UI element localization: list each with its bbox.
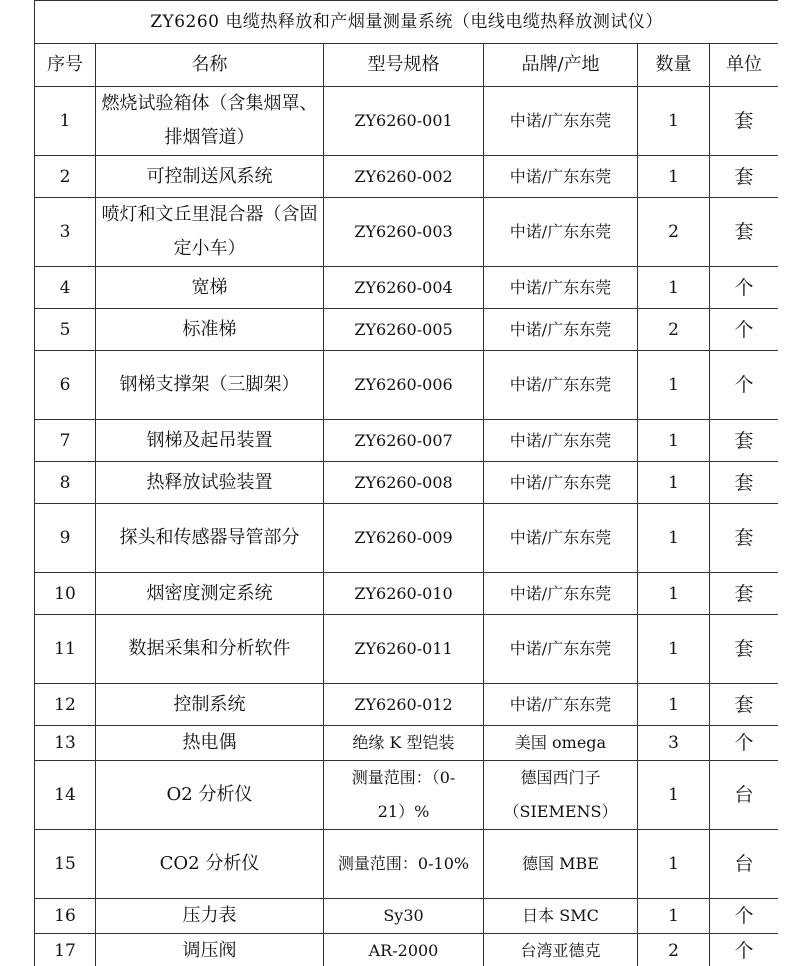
cell-brand: 中诺/广东东莞	[484, 351, 638, 420]
cell-unit: 个	[710, 309, 779, 351]
cell-name: 压力表	[96, 899, 324, 934]
cell-no: 10	[35, 573, 96, 615]
cell-qty: 1	[638, 504, 710, 573]
cell-brand: 中诺/广东东莞	[484, 684, 638, 726]
cell-model: ZY6260-008	[324, 462, 484, 504]
cell-brand: 日本 SMC	[484, 899, 638, 934]
cell-model: ZY6260-009	[324, 504, 484, 573]
cell-model: ZY6260-010	[324, 573, 484, 615]
cell-model: ZY6260-004	[324, 267, 484, 309]
cell-qty: 2	[638, 198, 710, 267]
cell-qty: 1	[638, 156, 710, 198]
header-qty: 数量	[638, 44, 710, 87]
cell-brand: 台湾亚德克	[484, 934, 638, 966]
cell-model: 绝缘 K 型铠装	[324, 726, 484, 761]
cell-name: 燃烧试验箱体（含集烟罩、排烟管道）	[96, 87, 324, 156]
table-row	[35, 726, 779, 761]
cell-model: Sy30	[324, 899, 484, 934]
table-row	[35, 267, 779, 309]
equipment-table	[34, 0, 778, 966]
cell-unit: 个	[710, 934, 779, 966]
cell-no: 11	[35, 615, 96, 684]
cell-name: 喷灯和文丘里混合器（含固定小车）	[96, 198, 324, 267]
cell-model: ZY6260-007	[324, 420, 484, 462]
cell-qty: 2	[638, 309, 710, 351]
table-row	[35, 830, 779, 899]
cell-model: ZY6260-003	[324, 198, 484, 267]
header-name: 名称	[96, 44, 324, 87]
table-row	[35, 351, 779, 420]
cell-qty: 2	[638, 934, 710, 966]
cell-unit: 套	[710, 87, 779, 156]
table-title: ZY6260 电缆热释放和产烟量测量系统（电线电缆热释放测试仪）	[35, 1, 779, 44]
cell-no: 1	[35, 87, 96, 156]
cell-no: 12	[35, 684, 96, 726]
cell-name: 控制系统	[96, 684, 324, 726]
cell-name: 数据采集和分析软件	[96, 615, 324, 684]
cell-brand: 中诺/广东东莞	[484, 156, 638, 198]
cell-no: 2	[35, 156, 96, 198]
cell-brand: 美国 omega	[484, 726, 638, 761]
cell-model: 测量范围：（0-21）%	[324, 761, 484, 830]
cell-name: 热释放试验装置	[96, 462, 324, 504]
cell-qty: 1	[638, 267, 710, 309]
cell-brand: 德国西门子（SIEMENS）	[484, 761, 638, 830]
cell-no: 3	[35, 198, 96, 267]
header-no: 序号	[35, 44, 96, 87]
table-row	[35, 684, 779, 726]
table-row	[35, 198, 779, 267]
header-brand: 品牌/产地	[484, 44, 638, 87]
cell-name: 钢梯及起吊装置	[96, 420, 324, 462]
cell-brand: 中诺/广东东莞	[484, 504, 638, 573]
table-row	[35, 87, 779, 156]
cell-name: 烟密度测定系统	[96, 573, 324, 615]
cell-unit: 套	[710, 462, 779, 504]
cell-qty: 1	[638, 615, 710, 684]
header-unit: 单位	[710, 44, 779, 87]
cell-unit: 套	[710, 573, 779, 615]
cell-no: 8	[35, 462, 96, 504]
header-row	[35, 44, 779, 87]
cell-model: ZY6260-012	[324, 684, 484, 726]
cell-qty: 1	[638, 87, 710, 156]
cell-model: 测量范围：0-10%	[324, 830, 484, 899]
cell-unit: 套	[710, 615, 779, 684]
cell-qty: 1	[638, 761, 710, 830]
cell-brand: 中诺/广东东莞	[484, 420, 638, 462]
cell-no: 14	[35, 761, 96, 830]
cell-unit: 套	[710, 504, 779, 573]
cell-no: 7	[35, 420, 96, 462]
table-row	[35, 462, 779, 504]
cell-brand: 中诺/广东东莞	[484, 309, 638, 351]
cell-brand: 中诺/广东东莞	[484, 198, 638, 267]
cell-brand: 中诺/广东东莞	[484, 87, 638, 156]
cell-qty: 3	[638, 726, 710, 761]
cell-name: 标准梯	[96, 309, 324, 351]
table-row	[35, 504, 779, 573]
table-row	[35, 309, 779, 351]
cell-no: 9	[35, 504, 96, 573]
table-row	[35, 156, 779, 198]
cell-qty: 1	[638, 684, 710, 726]
cell-name: O2 分析仪	[96, 761, 324, 830]
cell-brand: 中诺/广东东莞	[484, 462, 638, 504]
cell-no: 5	[35, 309, 96, 351]
cell-name: 调压阀	[96, 934, 324, 966]
cell-name: 探头和传感器导管部分	[96, 504, 324, 573]
cell-unit: 套	[710, 156, 779, 198]
table-row	[35, 761, 779, 830]
cell-name: 钢梯支撑架（三脚架）	[96, 351, 324, 420]
cell-no: 15	[35, 830, 96, 899]
equipment-list-sheet	[34, 0, 778, 966]
cell-qty: 1	[638, 899, 710, 934]
cell-no: 13	[35, 726, 96, 761]
cell-brand: 中诺/广东东莞	[484, 573, 638, 615]
cell-unit: 个	[710, 267, 779, 309]
cell-unit: 个	[710, 899, 779, 934]
cell-brand: 中诺/广东东莞	[484, 615, 638, 684]
header-model: 型号规格	[324, 44, 484, 87]
cell-brand: 德国 MBE	[484, 830, 638, 899]
cell-model: ZY6260-001	[324, 87, 484, 156]
cell-model: ZY6260-005	[324, 309, 484, 351]
table-row	[35, 934, 779, 966]
cell-model: ZY6260-011	[324, 615, 484, 684]
cell-qty: 1	[638, 573, 710, 615]
cell-brand: 中诺/广东东莞	[484, 267, 638, 309]
cell-qty: 1	[638, 462, 710, 504]
cell-no: 4	[35, 267, 96, 309]
cell-qty: 1	[638, 351, 710, 420]
cell-unit: 台	[710, 761, 779, 830]
table-row	[35, 615, 779, 684]
cell-name: 宽梯	[96, 267, 324, 309]
cell-model: AR-2000	[324, 934, 484, 966]
cell-unit: 套	[710, 420, 779, 462]
cell-model: ZY6260-002	[324, 156, 484, 198]
cell-qty: 1	[638, 830, 710, 899]
cell-no: 16	[35, 899, 96, 934]
table-row	[35, 573, 779, 615]
table-row	[35, 899, 779, 934]
cell-unit: 个	[710, 726, 779, 761]
cell-unit: 台	[710, 830, 779, 899]
cell-name: 热电偶	[96, 726, 324, 761]
cell-name: CO2 分析仪	[96, 830, 324, 899]
cell-no: 6	[35, 351, 96, 420]
cell-no: 17	[35, 934, 96, 966]
cell-model: ZY6260-006	[324, 351, 484, 420]
table-row	[35, 420, 779, 462]
cell-unit: 套	[710, 198, 779, 267]
cell-qty: 1	[638, 420, 710, 462]
cell-unit: 套	[710, 684, 779, 726]
cell-unit: 个	[710, 351, 779, 420]
cell-name: 可控制送风系统	[96, 156, 324, 198]
